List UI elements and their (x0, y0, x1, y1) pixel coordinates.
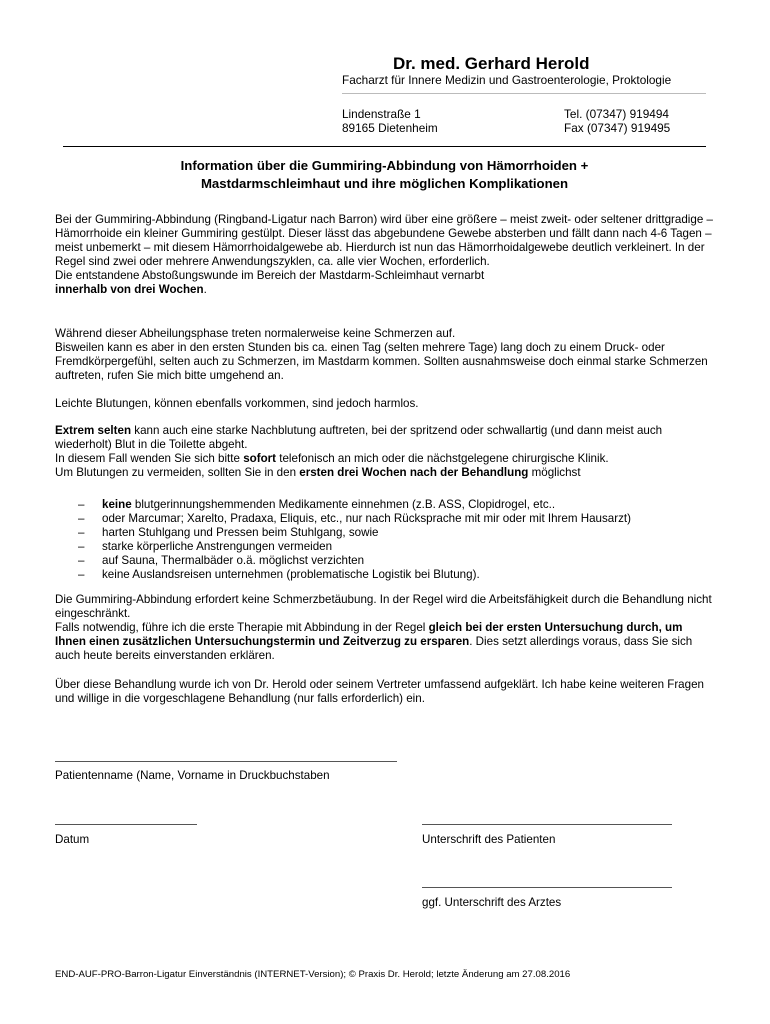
paragraph-procedure (55, 213, 715, 297)
list-item: – starke körperliche Anstrengungen vermeiden (78, 540, 333, 553)
list-item: – auf Sauna, Thermalbäder o.ä. möglichst verzichten (78, 554, 365, 567)
paragraph-light-bleeding (55, 397, 715, 411)
healing-text: Die entstandene Abstoßungswunde im Bereich der Mastdarm-Schleimhaut vernarbt innerhalb von drei Wochen. (55, 269, 485, 296)
paragraph-heavy-bleeding (55, 424, 715, 480)
list-item: – keine blutgerinnungshemmenden Medikamente einnehmen (z.B. ASS, Clopidrogel, etc.. (78, 498, 556, 511)
emergency-text: In diesem Fall wenden Sie sich bitte sofort telefonisch an mich oder die nächstgelegene chirurgische Klinik. (55, 452, 609, 465)
paragraph-consent (55, 678, 715, 706)
footer-note: END-AUF-PRO-Barron-Ligatur Einverständnis (INTERNET-Version); © Praxis Dr. Herold; letzte Änderung am 27.08.2016 (55, 969, 571, 980)
header-divider (342, 93, 706, 94)
address-block (342, 107, 438, 135)
healing-duration: innerhalb von drei Wochen (55, 283, 204, 296)
doctor-signature-line[interactable] (422, 887, 672, 888)
list-item: – harten Stuhlgang und Pressen beim Stuhlgang, sowie (78, 526, 379, 539)
title-line-2: Mastdarmschleimhaut und ihre möglichen Komplikationen (200, 176, 569, 191)
consent-text: Über diese Behandlung wurde ich von Dr. Herold oder seinem Vertreter umfassend aufgeklärt. Ich habe keine weiteren Fragen und willige in die vorgeschlagene Behandlung (nur falls erforderlich) ein. (55, 678, 704, 705)
precautions-list (78, 498, 718, 582)
city: 89165 Dietenheim (342, 121, 438, 135)
phone: Tel. (07347) 919494 (564, 107, 669, 121)
list-item: – keine Auslandsreisen unternehmen (problematische Logistik bei Blutung). (78, 568, 480, 581)
document-title (63, 157, 706, 193)
list-item: – oder Marcumar; Xarelto, Pradaxa, Eliquis, etc., nur nach Rücksprache mit mir oder mit Ihrem Hausarzt) (78, 512, 631, 525)
title-line-1: Information über die Gummiring-Abbindung von Hämorrhoiden + (180, 158, 589, 173)
fax: Fax (07347) 919495 (564, 121, 671, 135)
doctor-name: Dr. med. Gerhard Herold (393, 54, 590, 73)
heavy-bleeding-text: Extrem selten kann auch eine starke Nachblutung auftreten, bei der spritzend oder schwallartig (und dann meist auch wiederholt) Blut in die Toilette abgeht. (55, 424, 663, 451)
pain-text: Bisweilen kann es aber in den ersten Stunden bis ca. einen Tag (selten mehrere Tage) lang doch zu einem Druck- oder Fremdkörpergefühl, selten auch zu Schmerzen, im Mastdarm kommen. Sollten ausnahmsweise doch einmal starke Schmerzen auftreten, rufen Sie mich bitte umgehend an. (55, 341, 708, 382)
street: Lindenstraße 1 (342, 107, 421, 121)
avoidance-intro: Um Blutungen zu vermeiden, sollten Sie in den ersten drei Wochen nach der Behandlung möglichst (55, 466, 581, 479)
patient-signature-label: Unterschrift des Patienten (422, 833, 556, 846)
patient-signature-line[interactable] (422, 824, 672, 825)
procedure-text: Bei der Gummiring-Abbindung (Ringband-Ligatur nach Barron) wird über eine größere – meist zweit- oder seltener drittgradige – Hämorrhoide ein kleiner Gummiring gestülpt. Dieser lässt das abgebundene Gewebe absterben und fällt dann nach 4-6 Tagen – meist unbemerkt – mit diesem Hämorrhoidalgewebe ab. Hierdurch ist nun das Hämorrhoidalgewebe deutlich verkleinert. In der Regel sind zwei oder mehrere Anwendungszyklen, ca. alle vier Wochen, erforderlich. (55, 213, 713, 268)
doctor-specialty: Facharzt für Innere Medizin und Gastroenterologie, Proktologie (342, 73, 672, 87)
contact-block (564, 107, 670, 135)
date-label: Datum (55, 833, 90, 846)
light-bleeding-text: Leichte Blutungen, können ebenfalls vorkommen, sind jedoch harmlos. (55, 397, 419, 410)
paragraph-pain (55, 327, 715, 383)
doctor-signature-label: ggf. Unterschrift des Arztes (422, 896, 562, 909)
first-therapy-text: Falls notwendig, führe ich die erste Therapie mit Abbindung in der Regel gleich bei der ersten Untersuchung durch, um Ihnen einen zusätzlichen Untersuchungstermin und Zeitverzug zu ersparen. Dies setzt allerdings voraus, dass Sie sich auch heute bereits einverstanden erklären. (55, 621, 693, 662)
paragraph-anesthesia (55, 593, 715, 663)
main-divider (63, 146, 706, 147)
pain-intro: Während dieser Abheilungsphase treten normalerweise keine Schmerzen auf. (55, 327, 456, 340)
date-line[interactable] (55, 824, 197, 825)
patient-name-line[interactable] (55, 761, 397, 762)
anesthesia-text: Die Gummiring-Abbindung erfordert keine Schmerzbetäubung. In der Regel wird die Arbeitsfähigkeit durch die Behandlung nicht eingeschränkt. (55, 593, 712, 620)
patient-name-label: Patientenname (Name, Vorname in Druckbuchstaben (55, 769, 330, 782)
